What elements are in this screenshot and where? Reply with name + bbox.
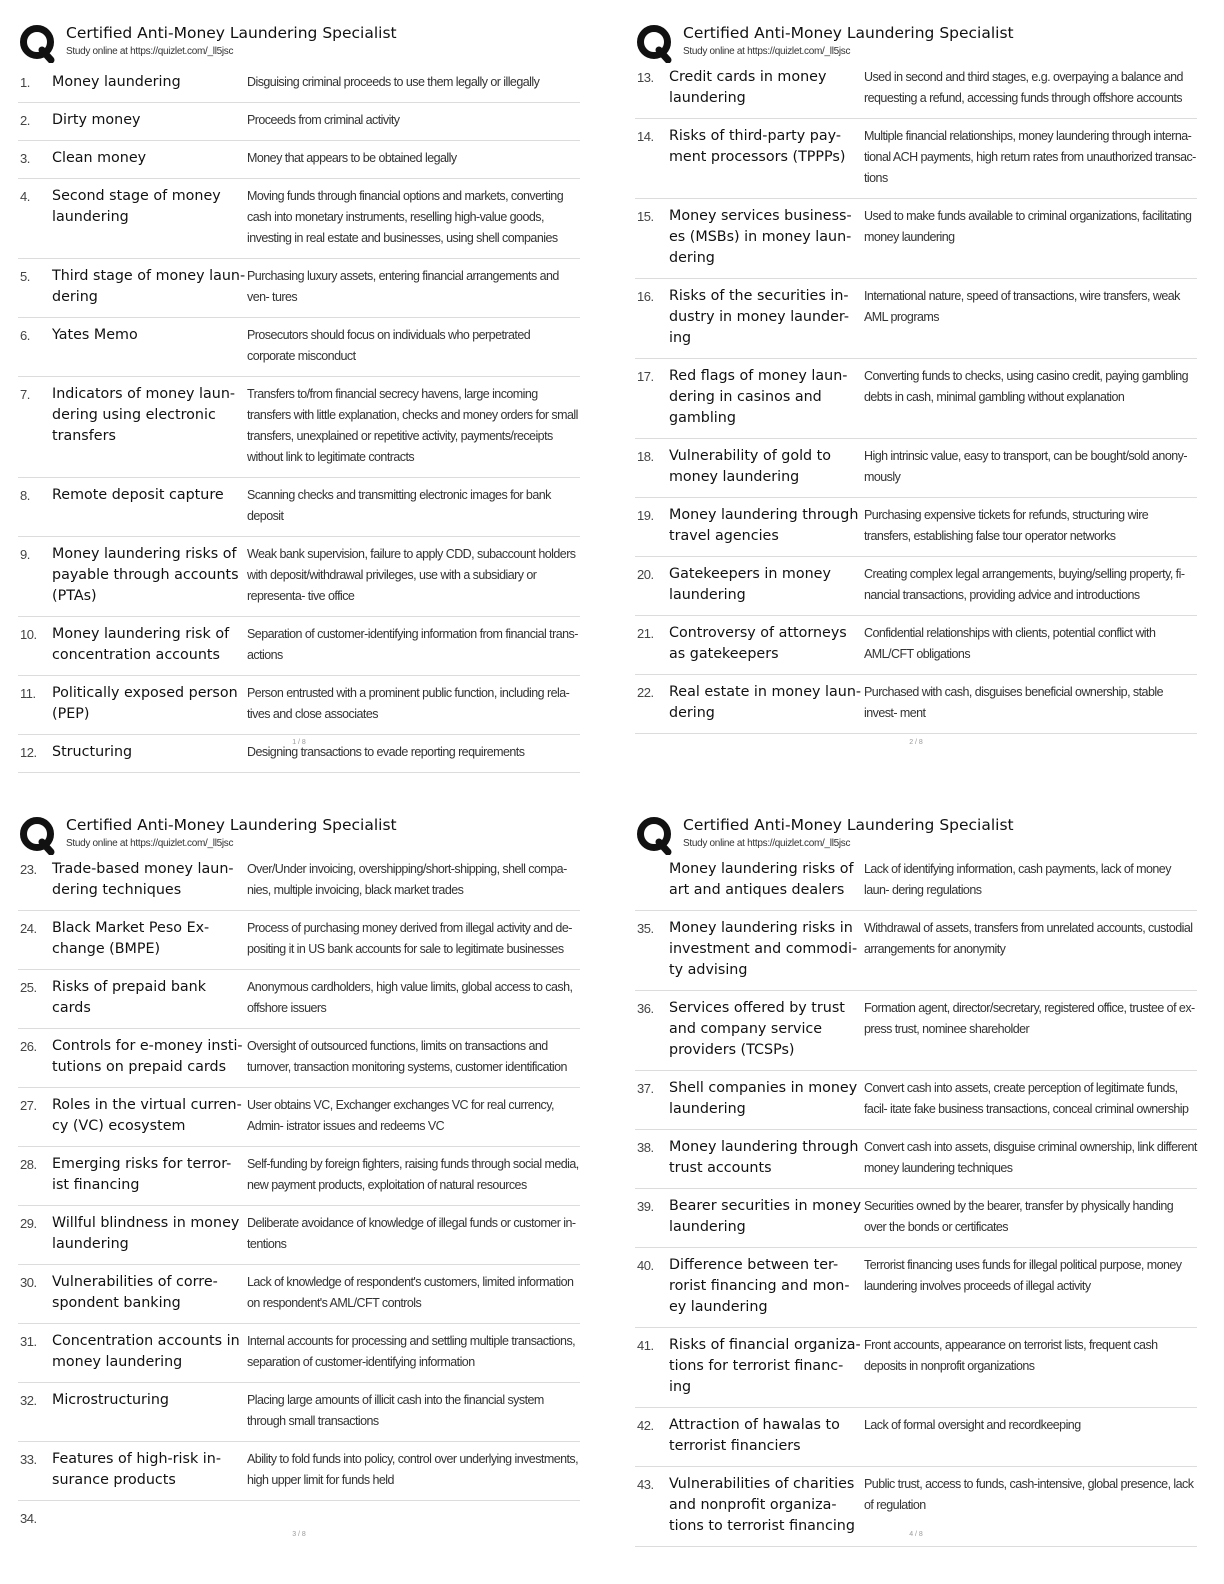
definition-text: Converting funds to checks, using casino credit, paying gambling debts in cash, minimal gambling without explanation xyxy=(864,369,1189,404)
table-row xyxy=(18,676,580,735)
definition-text: User obtains VC, Exchanger exchanges VC for real currency, Admin- istrator issues and redeems VC xyxy=(247,1098,554,1133)
page-2 xyxy=(635,21,1197,746)
row-number: 42. xyxy=(637,1418,654,1433)
definition-text: Lack of knowledge of respondent's customers, limited information on respondent's AML/CFT controls xyxy=(247,1275,574,1310)
row-number xyxy=(635,859,669,901)
definition-text: Purchasing expensive tickets for refunds, structuring wire transfers, establishing false tour operator networks xyxy=(864,508,1149,543)
term-table xyxy=(18,852,580,1501)
definition-text: Separation of customer-identifying information from financial trans- actions xyxy=(247,627,578,662)
term-text: Money laundering risks in investment and commodi- ty advising xyxy=(669,920,858,978)
definition-text: Moving funds through financial options and markets, converting cash into monetary instruments, reselling high-value goods, investing in real estate and businesses, using shell companies xyxy=(247,189,564,245)
quizlet-logo-icon xyxy=(635,815,675,855)
definition-text: Internal accounts for processing and settling multiple transactions, separation of customer-identifying information xyxy=(247,1334,576,1369)
term-text: Difference between ter- rorist financing and mon- ey laundering xyxy=(669,1257,850,1315)
row-number: 6. xyxy=(20,328,30,343)
table-row xyxy=(18,1383,580,1442)
row-number: 30. xyxy=(20,1275,37,1290)
term-text: Concentration accounts in money laundering xyxy=(52,1333,240,1370)
table-row xyxy=(635,498,1197,557)
definition-text: Oversight of outsourced functions, limits on transactions and turnover, transaction monitoring systems, customer identification xyxy=(247,1039,567,1074)
table-row xyxy=(635,279,1197,359)
table-row xyxy=(635,991,1197,1071)
quizlet-logo-icon xyxy=(18,23,58,63)
row-number: 36. xyxy=(637,1001,654,1016)
deck-title: Certified Anti-Money Laundering Specialist xyxy=(683,816,1014,834)
definition-text: Person entrusted with a prominent public function, including rela- tives and close associates xyxy=(247,686,570,721)
term-text: Risks of third-party pay- ment processors (TPPPs) xyxy=(669,128,846,165)
table-row xyxy=(18,141,580,179)
table-row xyxy=(18,1442,580,1501)
row-number: 38. xyxy=(637,1140,654,1155)
page-1 xyxy=(18,21,580,773)
row-number: 7. xyxy=(20,387,30,402)
term-text: Third stage of money laun- dering xyxy=(52,268,246,305)
definition-text: Weak bank supervision, failure to apply CDD, subaccount holders with deposit/withdrawal privileges, use with a subsidiary or representa- tive office xyxy=(247,547,576,603)
row-number: 5. xyxy=(20,269,30,284)
term-text: Controversy of attorneys as gatekeepers xyxy=(669,625,847,662)
deck-title: Certified Anti-Money Laundering Specialist xyxy=(66,24,397,42)
row-number: 18. xyxy=(637,449,654,464)
table-row xyxy=(635,119,1197,199)
table-row xyxy=(18,377,580,478)
table-row xyxy=(18,970,580,1029)
row-number: 23. xyxy=(20,862,37,877)
term-text: Money laundering through trust accounts xyxy=(669,1139,859,1176)
definition-text: Anonymous cardholders, high value limits, global access to cash, offshore issuers xyxy=(247,980,573,1015)
table-row xyxy=(18,537,580,617)
deck-title: Certified Anti-Money Laundering Specialist xyxy=(66,816,397,834)
table-row xyxy=(18,259,580,318)
row-number: 17. xyxy=(637,369,654,384)
definition-text: Money that appears to be obtained legally xyxy=(247,151,457,165)
term-text: Money laundering xyxy=(52,74,181,90)
page-4 xyxy=(635,813,1197,1547)
term-text: Dirty money xyxy=(52,112,141,128)
row-number: 35. xyxy=(637,921,654,936)
definition-text: Creating complex legal arrangements, buying/selling property, fi- nancial transactions, providing advice and introductions xyxy=(864,567,1185,602)
row-number: 16. xyxy=(637,289,654,304)
term-text: Shell companies in money laundering xyxy=(669,1080,858,1117)
term-text: Services offered by trust and company service providers (TCSPs) xyxy=(669,1000,845,1058)
row-number: 3. xyxy=(20,151,30,166)
definition-text: Self-funding by foreign fighters, raising funds through social media, new payment products, exploitation of natural resources xyxy=(247,1157,579,1192)
term-text: Money laundering risk of concentration accounts xyxy=(52,626,230,663)
table-row xyxy=(635,852,1197,911)
term-text: Risks of the securities in- dustry in money launder- ing xyxy=(669,288,850,346)
definition-text: Lack of formal oversight and recordkeeping xyxy=(864,1418,1081,1432)
row-number: 15. xyxy=(637,209,654,224)
definition-text: Terrorist financing uses funds for illegal political purpose, money laundering involves proceeds of illegal activity xyxy=(864,1258,1182,1293)
term-text: Emerging risks for terror- ist financing xyxy=(52,1156,232,1193)
term-text: Second stage of money laundering xyxy=(52,188,221,225)
definition-text: Ability to fold funds into policy, control over underlying investments, high upper limit for funds held xyxy=(247,1452,579,1487)
term-text: Money services business- es (MSBs) in money laun- dering xyxy=(669,208,852,266)
definition-text: High intrinsic value, easy to transport, can be bought/sold anony- mously xyxy=(864,449,1187,484)
row-number: 19. xyxy=(637,508,654,523)
row-number: 39. xyxy=(637,1199,654,1214)
table-row xyxy=(635,557,1197,616)
row-number: 27. xyxy=(20,1098,37,1113)
table-row xyxy=(18,478,580,537)
table-row xyxy=(18,1147,580,1206)
row-number: 12. xyxy=(20,745,37,760)
table-row xyxy=(18,1088,580,1147)
row-number: 40. xyxy=(637,1258,654,1273)
table-row xyxy=(635,1130,1197,1189)
term-text: Risks of financial organiza- tions for terrorist financ- ing xyxy=(669,1337,861,1395)
row-number: 37. xyxy=(637,1081,654,1096)
page-number: 1 / 8 xyxy=(292,739,306,746)
term-text: Money laundering through travel agencies xyxy=(669,507,859,544)
row-number: 24. xyxy=(20,921,37,936)
table-row xyxy=(635,1408,1197,1467)
term-text: Yates Memo xyxy=(52,327,138,343)
table-row xyxy=(18,1265,580,1324)
definition-text: Convert cash into assets, disguise criminal ownership, link different money laundering techniques xyxy=(864,1140,1197,1175)
row-number: 43. xyxy=(637,1477,654,1492)
row-number: 34. xyxy=(20,1511,37,1526)
study-online-link[interactable]: Study online at https://quizlet.com/_ll5jsc xyxy=(683,838,851,849)
definition-text: Placing large amounts of illicit cash into the financial system through small transactions xyxy=(247,1393,544,1428)
page-number: 2 / 8 xyxy=(909,739,923,746)
table-row xyxy=(18,1206,580,1265)
term-text: Risks of prepaid bank cards xyxy=(52,979,206,1016)
table-row xyxy=(18,1324,580,1383)
row-number: 2. xyxy=(20,113,30,128)
row-number: 29. xyxy=(20,1216,37,1231)
page-number: 3 / 8 xyxy=(292,1531,306,1538)
table-row xyxy=(635,1328,1197,1408)
definition-text: Process of purchasing money derived from illegal activity and de- positing it in US bank accounts for sale to legitimate businesses xyxy=(247,921,572,956)
table-row xyxy=(18,318,580,377)
term-text: Red flags of money laun- dering in casinos and gambling xyxy=(669,368,848,426)
row-number: 13. xyxy=(637,70,654,85)
term-text: Remote deposit capture xyxy=(52,487,224,503)
definition-text: Scanning checks and transmitting electronic images for bank deposit xyxy=(247,488,551,523)
row-number: 9. xyxy=(20,547,30,562)
page-header xyxy=(18,21,580,65)
table-row xyxy=(635,675,1197,734)
term-text: Vulnerabilities of charities and nonprofit organiza- tions to terrorist financing xyxy=(669,1476,855,1534)
term-text: Gatekeepers in money laundering xyxy=(669,566,831,603)
definition-text: Front accounts, appearance on terrorist lists, frequent cash deposits in nonprofit organizations xyxy=(864,1338,1158,1373)
table-row xyxy=(18,103,580,141)
table-row xyxy=(18,852,580,911)
row-number: 25. xyxy=(20,980,37,995)
table-row xyxy=(635,439,1197,498)
page-header xyxy=(635,813,1197,857)
term-text: Credit cards in money laundering xyxy=(669,69,827,106)
study-online-link[interactable]: Study online at https://quizlet.com/_ll5jsc xyxy=(66,838,234,849)
term-text: Indicators of money laun- dering using electronic transfers xyxy=(52,386,236,444)
table-row xyxy=(18,65,580,103)
definition-text: Over/Under invoicing, overshipping/short-shipping, shell compa- nies, multiple invoicing, black market trades xyxy=(247,862,567,897)
term-text: Vulnerability of gold to money laundering xyxy=(669,448,832,485)
study-online-link[interactable]: Study online at https://quizlet.com/_ll5jsc xyxy=(683,46,851,57)
definition-text: Convert cash into assets, create perception of legitimate funds, facil- itate fake business transactions, conceal criminal ownership xyxy=(864,1081,1189,1116)
term-text: Roles in the virtual curren- cy (VC) ecosystem xyxy=(52,1097,242,1134)
quizlet-logo-icon xyxy=(635,23,675,63)
table-row xyxy=(635,359,1197,439)
definition-text: Purchasing luxury assets, entering financial arrangements and ven- tures xyxy=(247,269,559,304)
table-row xyxy=(635,1189,1197,1248)
definition-text: Confidential relationships with clients, potential conflict with AML/CFT obligations xyxy=(864,626,1156,661)
definition-text: Withdrawal of assets, transfers from unrelated accounts, custodial arrangements for anonymity xyxy=(864,921,1193,956)
table-row xyxy=(635,616,1197,675)
definition-text: Used in second and third stages, e.g. overpaying a balance and requesting a refund, accessing funds through offshore accounts xyxy=(864,70,1183,105)
definition-text: Public trust, access to funds, cash-intensive, global presence, lack of regulation xyxy=(864,1477,1194,1512)
term-text: Features of high-risk in- surance products xyxy=(52,1451,221,1488)
term-text: Money laundering risks of payable through accounts (PTAs) xyxy=(52,546,239,604)
term-text: Trade-based money laun- dering techniques xyxy=(52,861,234,898)
row-number: 21. xyxy=(637,626,654,641)
row-number: 11. xyxy=(20,686,36,701)
table-row xyxy=(635,1071,1197,1130)
definition-text: Securities owned by the bearer, transfer by physically handing over the bonds or certificates xyxy=(864,1199,1174,1234)
definition-text: Lack of identifying information, cash payments, lack of money laun- dering regulations xyxy=(864,862,1171,897)
term-text: Money laundering risks of art and antiques dealers xyxy=(669,861,854,898)
term-text: Willful blindness in money laundering xyxy=(52,1215,240,1252)
term-text: Bearer securities in money laundering xyxy=(669,1198,862,1235)
row-number: 8. xyxy=(20,488,30,503)
quizlet-logo-icon xyxy=(18,815,58,855)
term-text: Clean money xyxy=(52,150,147,166)
term-text: Controls for e-money insti- tutions on prepaid cards xyxy=(52,1038,243,1075)
definition-text: Disguising criminal proceeds to use them legally or illegally xyxy=(247,75,540,89)
table-row xyxy=(18,1029,580,1088)
row-number: 41. xyxy=(637,1338,654,1353)
definition-text: Multiple financial relationships, money laundering through interna- tional ACH payments, high return rates from unauthorized transac- tions xyxy=(864,129,1196,185)
table-row xyxy=(635,60,1197,119)
term-table xyxy=(18,65,580,773)
table-row xyxy=(18,911,580,970)
definition-text: Deliberate avoidance of knowledge of illegal funds or customer in- tentions xyxy=(247,1216,576,1251)
row-number: 26. xyxy=(20,1039,37,1054)
definition-text: Prosecutors should focus on individuals who perpetrated corporate misconduct xyxy=(247,328,531,363)
row-number: 32. xyxy=(20,1393,37,1408)
table-row xyxy=(635,911,1197,991)
term-table xyxy=(635,60,1197,734)
table-row xyxy=(18,179,580,259)
row-number: 31. xyxy=(20,1334,37,1349)
term-text: Vulnerabilities of corre- spondent banking xyxy=(52,1274,218,1311)
table-row xyxy=(635,199,1197,279)
term-text: Politically exposed person (PEP) xyxy=(52,685,238,722)
definition-text: Formation agent, director/secretary, registered office, trustee of ex- press trust, nominee shareholder xyxy=(864,1001,1195,1036)
table-row xyxy=(18,617,580,676)
term-text: Microstructuring xyxy=(52,1392,169,1408)
definition-text: Purchased with cash, disguises beneficial ownership, stable invest- ment xyxy=(864,685,1163,720)
term-table xyxy=(635,852,1197,1547)
study-online-link[interactable]: Study online at https://quizlet.com/_ll5jsc xyxy=(66,46,234,57)
row-number: 22. xyxy=(637,685,654,700)
row-number: 1. xyxy=(20,75,30,90)
row-number: 20. xyxy=(637,567,654,582)
deck-title: Certified Anti-Money Laundering Specialist xyxy=(683,24,1014,42)
table-row xyxy=(635,1248,1197,1328)
row-number: 4. xyxy=(20,189,30,204)
page-3 xyxy=(18,813,580,1538)
page-header xyxy=(635,21,1197,65)
definition-text: Designing transactions to evade reporting requirements xyxy=(247,745,525,759)
definition-text: Proceeds from criminal activity xyxy=(247,113,400,127)
page-number: 4 / 8 xyxy=(909,1531,923,1538)
row-number: 14. xyxy=(637,129,654,144)
term-text: Black Market Peso Ex- change (BMPE) xyxy=(52,920,210,957)
definition-text: International nature, speed of transactions, wire transfers, weak AML programs xyxy=(864,289,1180,324)
term-text: Attraction of hawalas to terrorist financiers xyxy=(669,1417,840,1454)
row-number: 10. xyxy=(20,627,37,642)
definition-text: Used to make funds available to criminal organizations, facilitating money laundering xyxy=(864,209,1192,244)
definition-text: Transfers to/from financial secrecy havens, large incoming transfers with little explanation, checks and money orders for small transfers, unexplained or repetitive activity, payments/receipts without link to legitimate contracts xyxy=(247,387,578,464)
row-number: 28. xyxy=(20,1157,37,1172)
term-text: Real estate in money laun- dering xyxy=(669,684,862,721)
row-number: 33. xyxy=(20,1452,37,1467)
term-text: Structuring xyxy=(52,744,133,760)
page-header xyxy=(18,813,580,857)
